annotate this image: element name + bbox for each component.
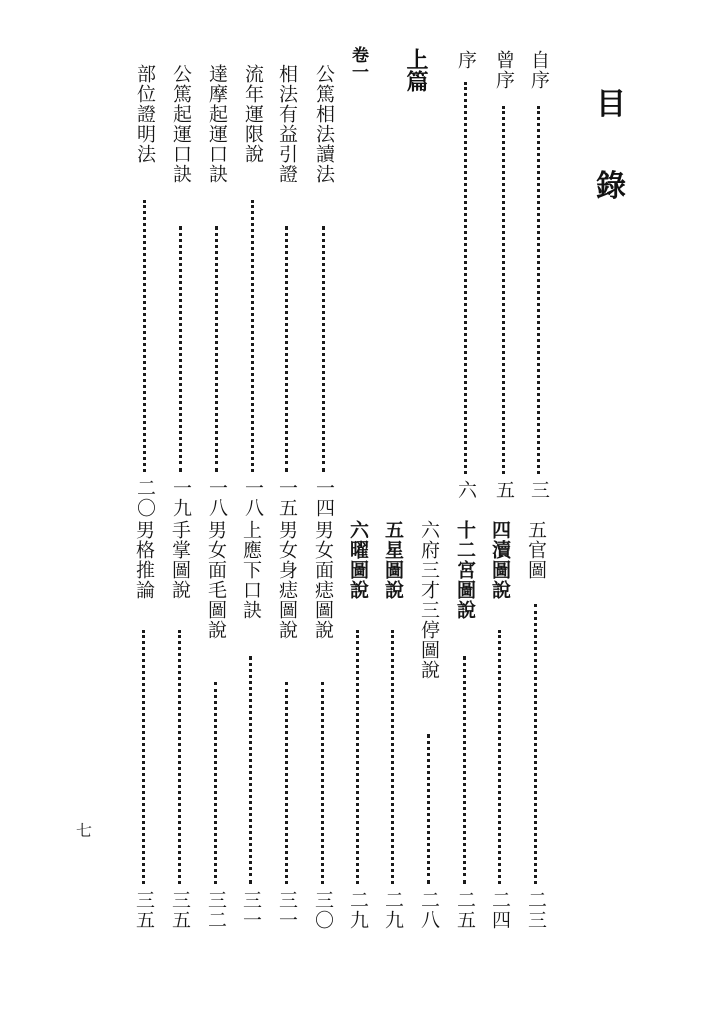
toc-entry-title: 曾序: [493, 50, 515, 90]
toc-entry-title: 公篤相法讀法: [313, 64, 335, 184]
toc-entry-page: 二八: [418, 890, 440, 930]
toc-entry-page: 三五: [133, 890, 155, 930]
toc-heading-char-2: 錄: [596, 169, 626, 204]
leader-dots: [537, 106, 544, 474]
toc-entry-page: 一五: [276, 478, 298, 518]
toc-entry-title: 部位證明法: [134, 64, 156, 164]
toc-entry-title: 相法有益引證: [276, 64, 298, 184]
section-juan-heading: 卷一: [348, 46, 368, 80]
leader-dots: [321, 682, 328, 884]
toc-entry-title: 六府三才三停圖說: [418, 520, 440, 680]
leader-dots: [427, 734, 434, 884]
toc-entry-title: 五官圖: [525, 520, 547, 580]
toc-entry-title: 四瀆圖說: [489, 520, 511, 600]
toc-entry-page: 一四: [313, 478, 335, 518]
toc-entry-title: 男女面痣圖說: [312, 520, 334, 640]
toc-entry-page: 二三: [525, 890, 547, 930]
toc-entry-page: 二〇: [134, 478, 156, 518]
toc-entry-page: 三五: [169, 890, 191, 930]
toc-entry-page: 三一: [240, 890, 262, 930]
leader-dots: [179, 226, 186, 472]
toc-entry-page: 一八: [242, 478, 264, 518]
toc-entry-title: 五星圖說: [382, 520, 404, 600]
leader-dots: [502, 106, 509, 474]
toc-entry-page: 一九: [170, 478, 192, 518]
leader-dots: [498, 630, 505, 884]
leader-dots: [143, 200, 150, 472]
toc-entry-title: 自序: [528, 50, 550, 90]
folio-page-number: 七: [76, 821, 93, 840]
toc-entry-title: 男女面毛圖說: [205, 520, 227, 640]
leader-dots: [464, 82, 471, 474]
leader-dots: [356, 630, 363, 884]
leader-dots: [249, 656, 256, 884]
toc-entry-title: 男格推論: [133, 520, 155, 600]
leader-dots: [178, 630, 185, 884]
leader-dots: [391, 630, 398, 884]
toc-entry-page: 三一: [276, 890, 298, 930]
toc-entry-title: 手掌圖說: [169, 520, 191, 600]
toc-entry-page: 一八: [206, 478, 228, 518]
toc-entry-page: 三: [528, 480, 550, 500]
leader-dots: [285, 682, 292, 884]
toc-entry-page: 三二: [205, 890, 227, 930]
toc-entry-page: 二四: [489, 890, 511, 930]
toc-entry-title: 十二宮圖說: [454, 520, 476, 620]
leader-dots: [251, 200, 258, 472]
leader-dots: [463, 656, 470, 884]
leader-dots: [285, 226, 292, 472]
leader-dots: [534, 604, 541, 884]
toc-entry-page: 二九: [347, 890, 369, 930]
leader-dots: [214, 682, 221, 884]
leader-dots: [215, 226, 222, 472]
toc-entry-page: 二五: [454, 890, 476, 930]
toc-entry-title: 男女身痣圖說: [276, 520, 298, 640]
toc-entry-page: 二九: [382, 890, 404, 930]
toc-entry-title: 上應下口訣: [240, 520, 262, 620]
section-upper-heading: 上篇: [403, 48, 428, 92]
leader-dots: [322, 226, 329, 472]
toc-entry-page: 三〇: [312, 890, 334, 930]
toc-entry-page: 六: [455, 480, 477, 500]
toc-entry-title: 流年運限說: [242, 64, 264, 164]
toc-entry-title: 達摩起運口訣: [206, 64, 228, 184]
toc-entry-title: 六曜圖說: [347, 520, 369, 600]
toc-entry-page: 五: [493, 480, 515, 500]
leader-dots: [142, 630, 149, 884]
toc-heading-char-1: 目: [596, 87, 626, 122]
toc-entry-title: 公篤起運口訣: [170, 64, 192, 184]
toc-entry-title: 序: [455, 50, 477, 70]
